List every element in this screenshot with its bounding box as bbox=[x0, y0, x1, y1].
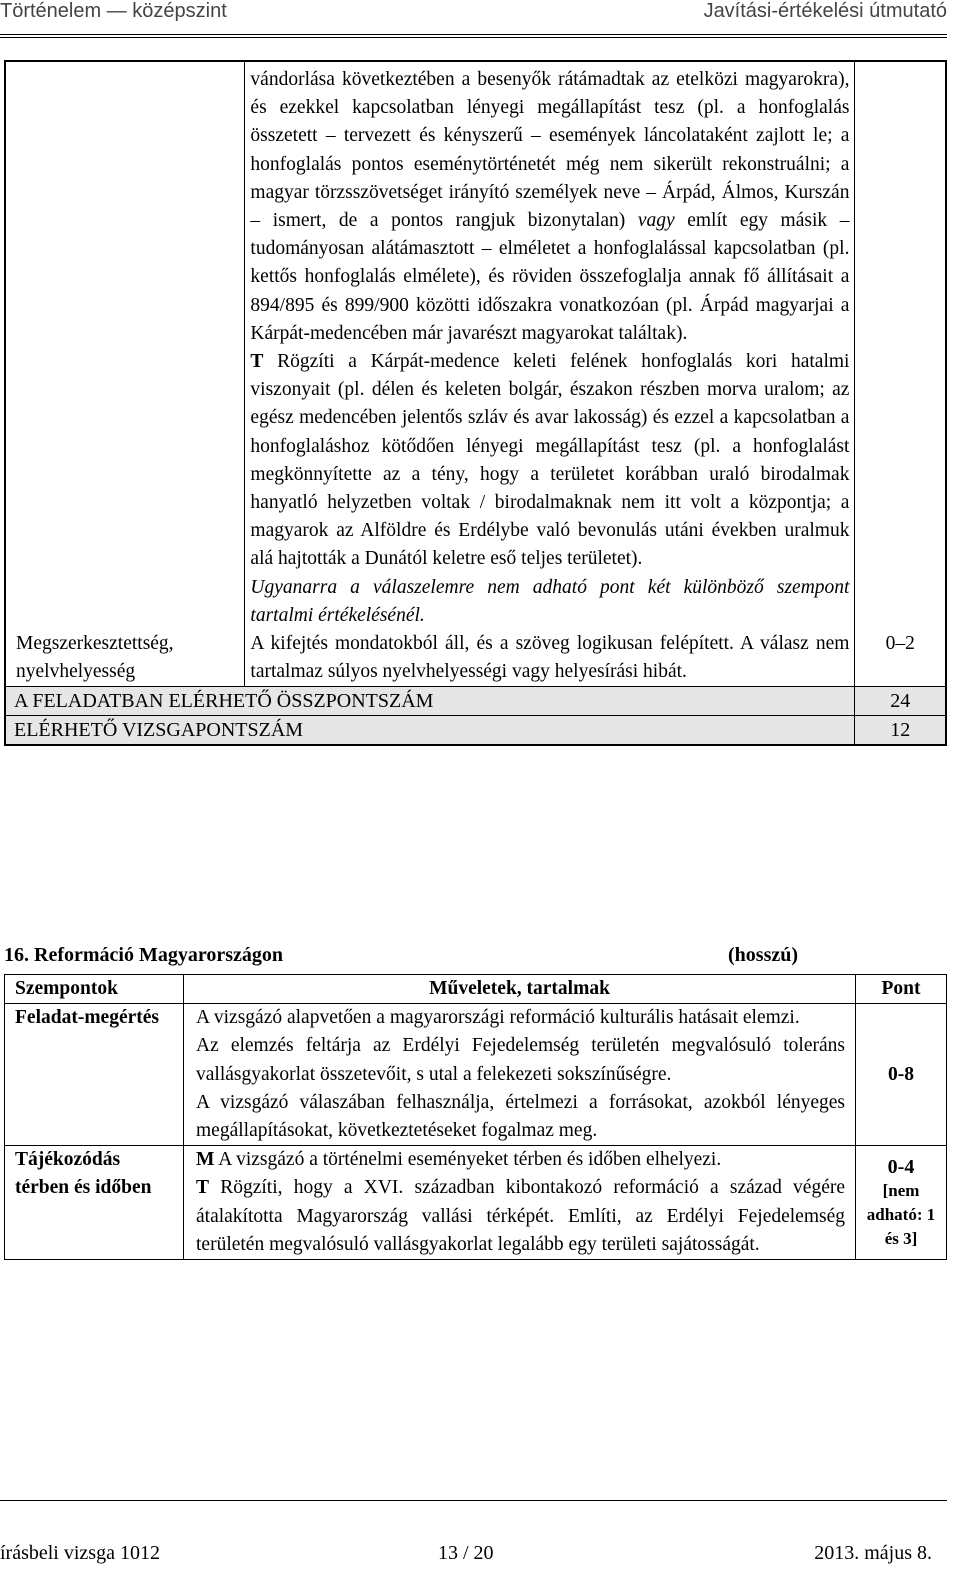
m-mark: M bbox=[196, 1149, 215, 1171]
alternative-text: említ egy másik – tudományosan alátámasztott – elméletet a honfoglalással kapcsolatban (pl. kettős honfoglalás elmélete), és röviden összefoglalja annak fő állításait a 894/895 és 899/900 közötti időszakra vonatkozóan (pl. Árpád magyarjai a Kárpát-medencében már javarészt magyarokat találtak). bbox=[250, 210, 850, 344]
header-rule-second bbox=[0, 37, 947, 38]
power-relations-text: Rögzíti a Kárpát-medence keleti felének honfoglalás kori hatalmi viszonyait (pl. délen és keleten bolgár, északon részben morva uralom; az egész medencében jelentős szláv és avar lakosság) és ezzel a kapcsolatban a honfoglaláshoz kötődően lényegi megállapítást tesz (pl. a honfoglalást megkönnyítette az a tény, hogy a területet korábban uraló birodalmak hanyatló helyzetben voltak / birodalmaknak nem itt volt a központja; a magyarok az Alföldre és Erdélybe való bevonulás utáni években uralmuk alá hajtották a Dunától keletre eső teljes területet). bbox=[250, 351, 850, 570]
scoring-table-15 bbox=[4, 60, 947, 746]
header-subject: Történelem — középszint bbox=[0, 0, 227, 22]
content-paragraph: A vizsgázó alapvetően a magyarországi reformáció kulturális hatásait elemzi. bbox=[196, 1007, 800, 1029]
col-header-content: Műveletek, tartalmak bbox=[184, 975, 856, 1004]
m-text: A vizsgázó a történelmi eseményeket térben és időben elhelyezi. bbox=[218, 1149, 722, 1171]
scoring-table-16 bbox=[4, 974, 947, 1260]
total-row bbox=[5, 687, 946, 716]
points-range: 0-4 bbox=[887, 1155, 915, 1178]
content-paragraph bbox=[196, 1146, 845, 1174]
table-row bbox=[5, 1004, 947, 1146]
criterion-cell-empty bbox=[5, 61, 245, 630]
t-mark: T bbox=[250, 351, 264, 373]
content-cell bbox=[184, 1004, 856, 1146]
continuation-text: vándorlása következtében a besenyők rátámadtak az etelközi magyarokra), és ezekkel kapcsolatban lényegi megállapítást tesz (pl. a honfoglalás összetett – tervezett és kényszerű – események láncolataként zajlott le; a honfoglalás pontos eseménytörténetét még nem sikerült rekonstruálni; a magyar törzsszövetséget irányító személyek neve – Árpád, Álmos, Kurszán – ismert, de a pontos rangjuk bizonytalan) bbox=[250, 69, 850, 232]
content-cell bbox=[184, 1146, 856, 1260]
points-cell bbox=[856, 1146, 947, 1260]
table-row bbox=[5, 630, 946, 687]
exam-total-value: 12 bbox=[855, 716, 946, 746]
points-cell-empty bbox=[855, 61, 946, 630]
content-paragraph: Az elemzés feltárja az Erdélyi Fejedelemség területén megvalósuló toleráns vallásgyakorlat összetevőit, s utal a felekezeti sokszínűségre. bbox=[196, 1035, 845, 1085]
table-row bbox=[5, 61, 946, 630]
points-restriction: [nem adható: 1 és 3] bbox=[866, 1180, 936, 1248]
t-text: Rögzíti, hogy a XVI. században kibontakozó reformáció a század végére átalakította Magyarország vallási térképét. Említi, az Erdélyi Fejedelemség területén megvalósuló vallásgyakorlat legalább egy területi sajátosságát. bbox=[196, 1177, 846, 1255]
points-cell: 0–2 bbox=[855, 630, 946, 687]
total-label: A FELADATBAN ELÉRHETŐ ÖSSZPONTSZÁM bbox=[5, 687, 855, 716]
criterion-cell: Feladat-megértés bbox=[5, 1004, 184, 1146]
criterion-cell: Megszerkesztettség, nyelvhelyesség bbox=[5, 630, 245, 687]
page-header bbox=[0, 0, 947, 28]
content-paragraph: A vizsgázó válaszában felhasználja, értelmezi a forrásokat, azokból lényeges megállapításokat, következtetéseket fogalmaz meg. bbox=[196, 1091, 845, 1142]
t-mark: T bbox=[196, 1177, 210, 1199]
col-header-points: Pont bbox=[856, 975, 947, 1004]
exam-total-row bbox=[5, 716, 946, 746]
vagy-word: vagy bbox=[637, 210, 675, 232]
criterion-cell: Tájékozódás térben és időben bbox=[5, 1146, 184, 1260]
scoring-note: Ugyanarra a válaszelemre nem adható pont két különböző szempont tartalmi értékelésénél. bbox=[250, 576, 850, 626]
content-paragraph bbox=[196, 1174, 845, 1259]
footer-exam-id: írásbeli vizsga 1012 bbox=[0, 1542, 160, 1564]
exam-total-label: ELÉRHETŐ VIZSGAPONTSZÁM bbox=[5, 716, 855, 746]
header-doc-type: Javítási-értékelési útmutató bbox=[703, 0, 947, 22]
header-rule bbox=[0, 34, 947, 35]
col-header-criteria: Szempontok bbox=[5, 975, 184, 1004]
footer-page-number: 13 / 20 bbox=[438, 1542, 494, 1564]
table-header-row bbox=[5, 975, 947, 1004]
task-title: 16. Reformáció Magyarországon bbox=[4, 944, 284, 966]
footer-date: 2013. május 8. bbox=[814, 1542, 932, 1564]
task-kind: (hosszú) bbox=[728, 944, 799, 966]
content-cell: A kifejtés mondatokból áll, és a szöveg logikusan felépített. A válasz nem tartalmaz súlyos nyelvhelyességi vagy helyesírási hibát. bbox=[250, 633, 850, 683]
total-value: 24 bbox=[855, 687, 946, 716]
footer-rule bbox=[0, 1500, 947, 1501]
points-cell: 0-8 bbox=[856, 1004, 947, 1146]
table-row bbox=[5, 1146, 947, 1260]
content-cell bbox=[245, 61, 855, 630]
